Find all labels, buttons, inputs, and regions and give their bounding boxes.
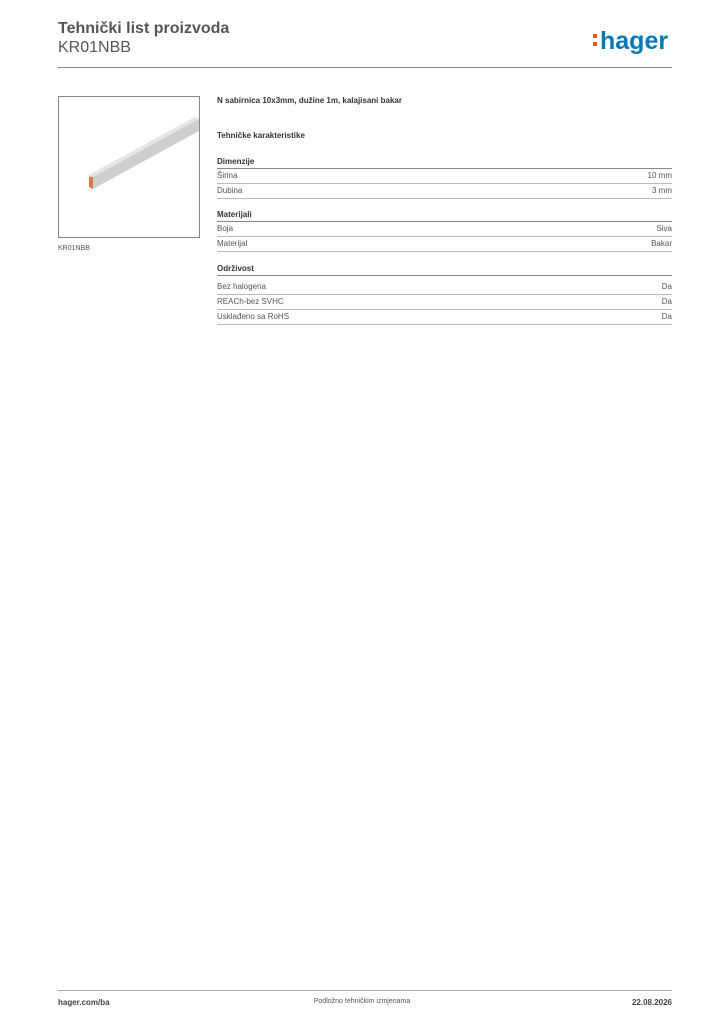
spec-label: Širina bbox=[217, 171, 238, 180]
spec-row bbox=[217, 169, 672, 184]
spec-group-sustainability bbox=[217, 263, 672, 325]
footer-divider bbox=[58, 990, 672, 991]
spec-label: Bez halogena bbox=[217, 282, 266, 291]
spec-value: Da bbox=[661, 312, 672, 321]
spec-group-title: Dimenzije bbox=[217, 156, 672, 169]
spec-value: Da bbox=[661, 282, 672, 291]
spec-label: Materijal bbox=[217, 239, 248, 248]
spec-group-materials bbox=[217, 209, 672, 252]
spec-row bbox=[217, 310, 672, 325]
product-image bbox=[58, 96, 200, 238]
hager-logo: hager bbox=[600, 27, 669, 55]
product-description: N sabirnica 10x3mm, dužine 1m, kalajisani bakar bbox=[217, 96, 402, 105]
spec-value: Da bbox=[661, 297, 672, 306]
product-code: KR01NBB bbox=[58, 39, 131, 56]
footer-note: Podložno tehničkim izmjenama bbox=[313, 998, 411, 1005]
spec-label: REACh-bez SVHC bbox=[217, 297, 284, 306]
header-divider bbox=[58, 67, 672, 68]
footer-website-link[interactable]: hager.com/ba bbox=[58, 998, 110, 1007]
spec-row bbox=[217, 222, 672, 237]
spec-label: Usklađeno sa RoHS bbox=[217, 312, 290, 321]
spec-row bbox=[217, 184, 672, 199]
hager-logo-mark bbox=[593, 34, 597, 46]
specs-heading: Tehničke karakteristike bbox=[217, 131, 305, 140]
spec-row bbox=[217, 237, 672, 252]
spec-row bbox=[217, 280, 672, 295]
spec-value: 10 mm bbox=[647, 171, 672, 180]
footer-date: 22.08.2026 bbox=[631, 998, 672, 1007]
spec-value: Bakar bbox=[651, 239, 672, 248]
page-title: Tehnički list proizvoda bbox=[58, 20, 230, 37]
busbar-illustration bbox=[59, 97, 199, 237]
spec-label: Boja bbox=[217, 224, 234, 233]
spec-group-title: Održivost bbox=[217, 263, 672, 276]
spec-value: Siva bbox=[656, 224, 672, 233]
spec-group-title: Materijali bbox=[217, 209, 672, 222]
spec-group-dimensions bbox=[217, 156, 672, 199]
product-image-caption: KR01NBB bbox=[58, 245, 90, 252]
spec-value: 3 mm bbox=[652, 186, 672, 195]
spec-row bbox=[217, 295, 672, 310]
spec-label: Dubina bbox=[217, 186, 243, 195]
